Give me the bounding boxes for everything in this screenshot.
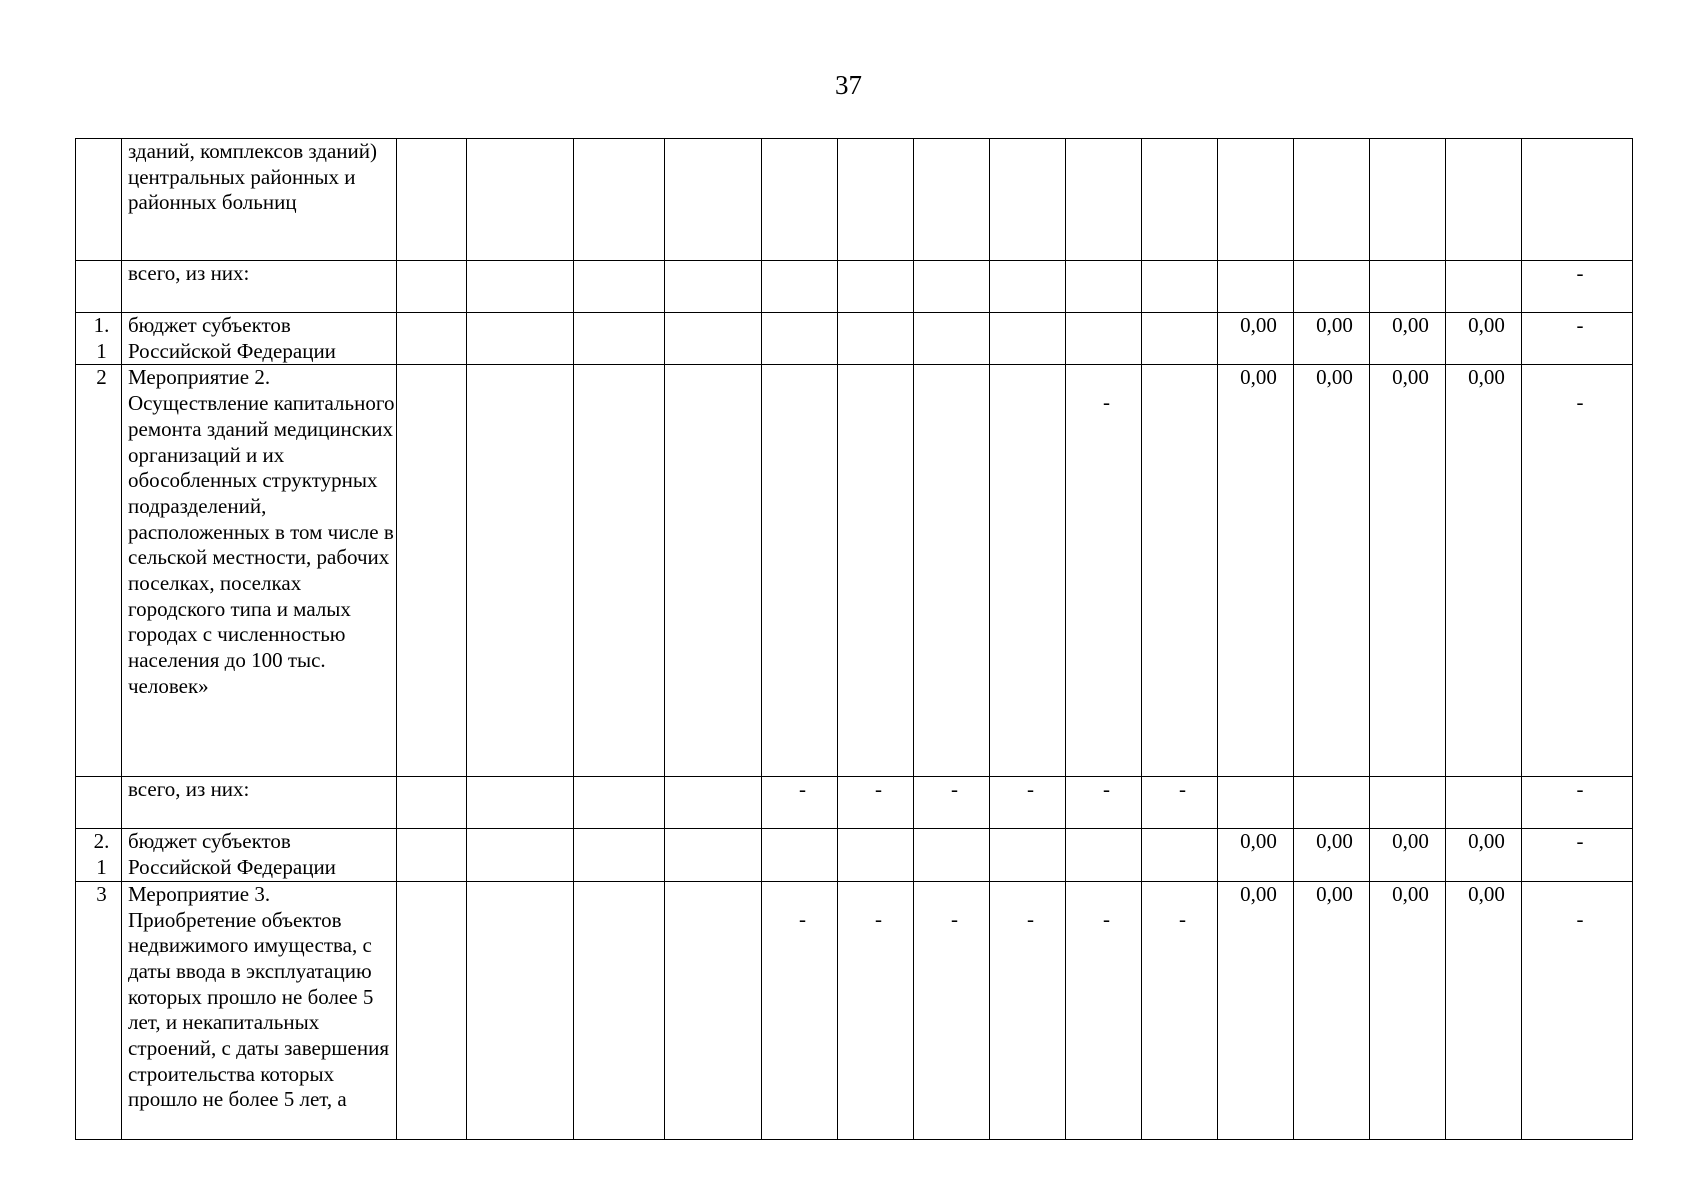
- row-number: 3: [76, 881, 122, 1139]
- cell-value: 0,00: [1294, 829, 1370, 881]
- cell-last: -: [1522, 261, 1633, 313]
- cell-dash: -: [799, 906, 806, 931]
- cell-value: 0,00: [1370, 881, 1446, 1139]
- row-text: зданий, комплексов зданий) центральных районных и районных больниц: [122, 139, 397, 261]
- table-row: [76, 313, 1633, 365]
- cell-dash: -: [951, 906, 958, 931]
- cell-last: -: [1522, 313, 1633, 365]
- cell-value: 0,00: [1370, 829, 1446, 881]
- table-row: [76, 261, 1633, 313]
- row-number: 2. 1: [76, 829, 122, 881]
- cell-dash: -: [1142, 777, 1218, 829]
- cell-value: 0,00: [1218, 365, 1294, 777]
- row-text: Мероприятие 2. Осуществление капитального ремонта зданий медицинских организаций и их обособленных структурных подразделений, расположенных в том числе в сельской местности, рабочих поселках, поселках городского типа и малых городах с численностью населения до 100 тыс. человек»: [122, 365, 397, 777]
- cell-dash: -: [1066, 777, 1142, 829]
- table-row: [76, 881, 1633, 1139]
- cell-dash: -: [762, 777, 838, 829]
- row-text: всего, из них:: [122, 261, 397, 313]
- cell-dash: -: [1103, 906, 1110, 931]
- row-text: бюджет субъектов Российской Федерации: [122, 829, 397, 881]
- cell-dash: -: [875, 906, 882, 931]
- cell-dash: -: [1103, 390, 1110, 415]
- cell-last: -: [1576, 906, 1584, 931]
- budget-table: [75, 138, 1633, 1140]
- row-text: Мероприятие 3. Приобретение объектов недвижимого имущества, с даты ввода в эксплуатацию которых прошло не более 5 лет, и некапитальных строений, с даты завершения строительства которых прошло не более 5 лет, а: [122, 881, 397, 1139]
- page-number: 37: [835, 70, 862, 100]
- cell-value: 0,00: [1446, 313, 1522, 365]
- cell-value: 0,00: [1294, 313, 1370, 365]
- row-text: бюджет субъектов Российской Федерации: [122, 313, 397, 365]
- cell-value: 0,00: [1218, 313, 1294, 365]
- row-number: 1. 1: [76, 313, 122, 365]
- row-number: [76, 261, 122, 313]
- cell-value: 0,00: [1446, 365, 1522, 777]
- cell-value: 0,00: [1218, 881, 1294, 1139]
- cell-dash: -: [990, 777, 1066, 829]
- row-text: всего, из них:: [122, 777, 397, 829]
- table-row: [76, 777, 1633, 829]
- cell-value: 0,00: [1370, 365, 1446, 777]
- cell-last: -: [1522, 829, 1633, 881]
- table-row: [76, 829, 1633, 881]
- cell-dash: -: [914, 777, 990, 829]
- table-row: [76, 139, 1633, 261]
- cell-value: 0,00: [1218, 829, 1294, 881]
- cell-last: -: [1576, 390, 1584, 415]
- table-body: [76, 139, 1633, 1140]
- cell-last: -: [1522, 777, 1633, 829]
- row-number: 2: [76, 365, 122, 777]
- row-number: [76, 139, 122, 261]
- row-number: [76, 777, 122, 829]
- cell-value: 0,00: [1370, 313, 1446, 365]
- cell-dash: -: [1027, 906, 1034, 931]
- cell-value: 0,00: [1446, 829, 1522, 881]
- cell-value: 0,00: [1294, 365, 1370, 777]
- cell-value: 0,00: [1294, 881, 1370, 1139]
- table-row: [76, 365, 1633, 777]
- cell-dash: -: [838, 777, 914, 829]
- cell-value: 0,00: [1446, 881, 1522, 1139]
- cell-dash: -: [1179, 906, 1186, 931]
